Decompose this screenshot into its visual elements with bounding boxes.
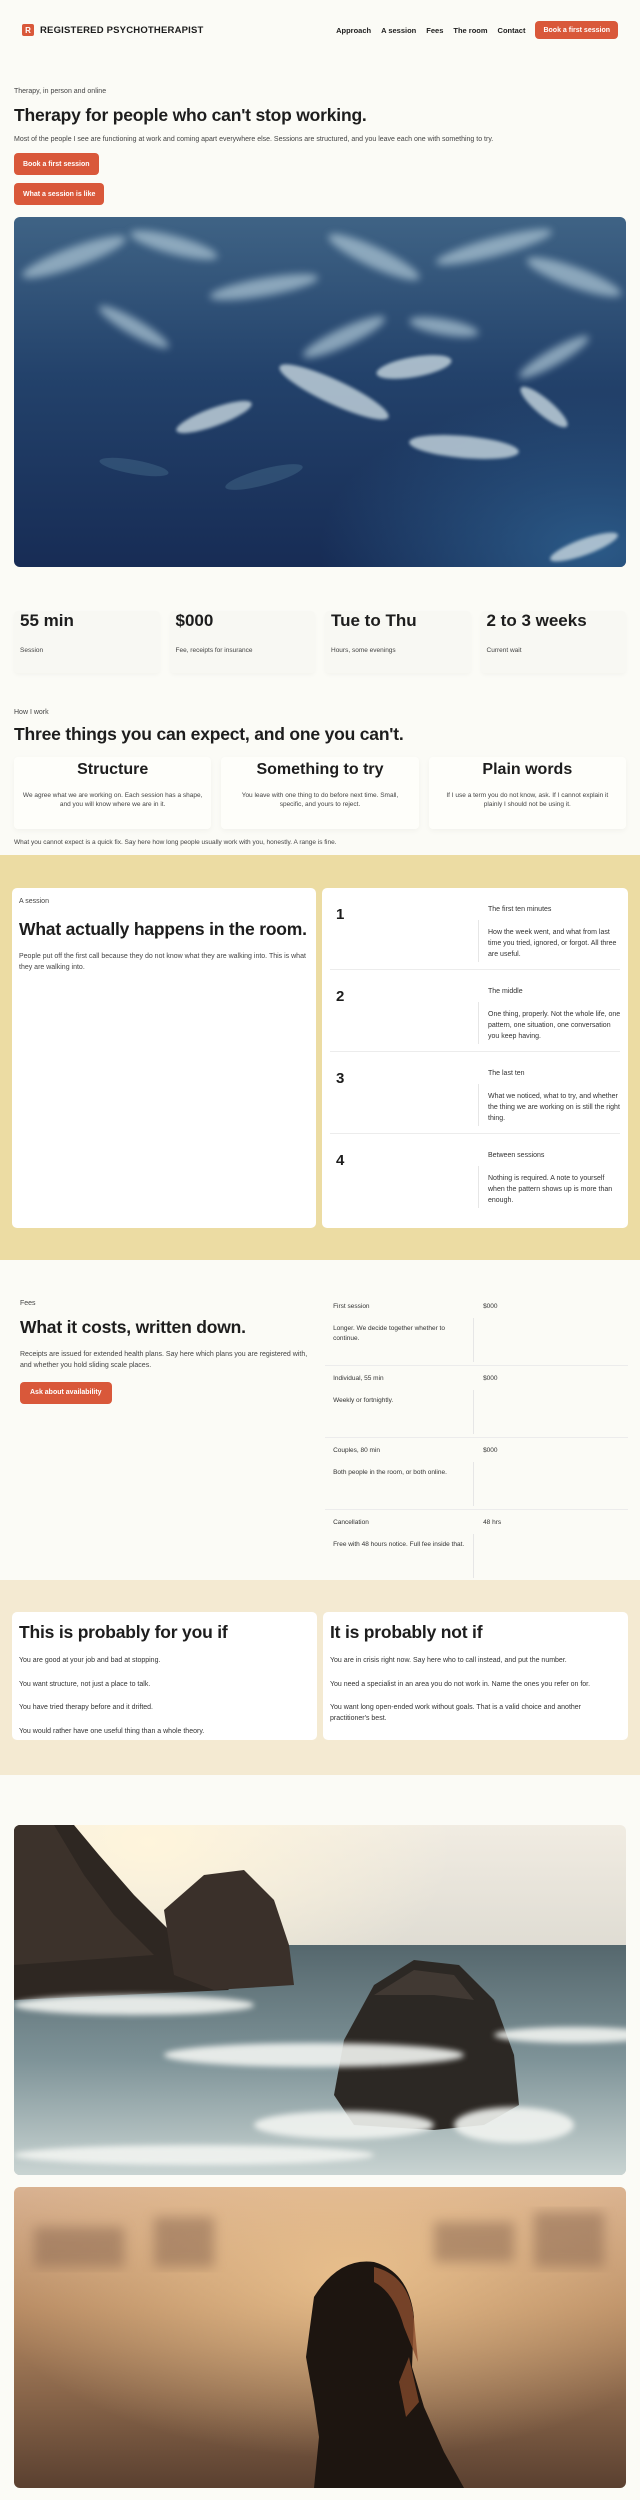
fees-text: Receipts are issued for extended health plans. Say here which plans you are registered with, and whether you hold sliding scale places. xyxy=(20,1351,308,1369)
card-text: We agree what we are working on. Each session has a shape, and you will know where we are in it. xyxy=(22,792,203,809)
brand-logo-icon: R xyxy=(22,24,34,36)
card-title: Plain words xyxy=(482,761,573,778)
fees-title: What it costs, written down. xyxy=(20,1317,246,1337)
approach-card-structure xyxy=(14,757,211,829)
hero-buttons xyxy=(14,143,626,205)
fees-intro xyxy=(12,1300,319,1550)
step-number: 4 xyxy=(336,1152,345,1169)
step-text: How the week went, and what from last time you tried, ignored, or forgot. All three are useful. xyxy=(488,929,617,958)
what-a-session-is-like-button[interactable]: What a session is like xyxy=(14,183,104,205)
fish-in-water-photo xyxy=(14,217,626,567)
divider xyxy=(478,920,479,962)
stat-fee xyxy=(170,611,316,673)
fee-item xyxy=(325,1516,628,1588)
divider xyxy=(473,1462,474,1506)
approach-eyebrow: How I work xyxy=(14,709,49,716)
sea-rocks-photo xyxy=(14,1825,626,2175)
fees-eyebrow: Fees xyxy=(20,1300,36,1307)
step-title: Between sessions xyxy=(488,1152,545,1159)
stat-value: Tue to Thu xyxy=(331,611,417,630)
stats-strip xyxy=(0,611,640,673)
fit-no-list xyxy=(330,1656,621,1724)
list-item: You are good at your job and bad at stopping. xyxy=(19,1657,161,1664)
fee-item xyxy=(325,1300,628,1372)
hero-eyebrow: Therapy, in person and online xyxy=(14,88,107,95)
fit-yes-card xyxy=(12,1612,317,1740)
brand[interactable] xyxy=(22,24,204,36)
divider xyxy=(478,1166,479,1208)
step-title: The middle xyxy=(488,988,523,995)
session-step xyxy=(330,888,620,970)
stat-label: Session xyxy=(20,647,44,654)
step-text: Nothing is required. A note to yourself when the pattern shows up is more than enough. xyxy=(488,1175,613,1204)
fee-text: Weekly or fortnightly. xyxy=(333,1397,394,1404)
stat-hours xyxy=(325,611,471,673)
step-title: The last ten xyxy=(488,1070,525,1077)
list-item: You are in crisis right now. Say here who to call instead, and put the number. xyxy=(330,1657,567,1664)
fee-text: Both people in the room, or both online. xyxy=(333,1469,447,1476)
fee-item xyxy=(325,1444,628,1516)
person-silhouette-photo xyxy=(14,2187,626,2488)
fee-price: 48 hrs xyxy=(483,1519,502,1526)
fee-price: $000 xyxy=(483,1375,498,1382)
card-title: Something to try xyxy=(256,761,384,778)
fit-yes-list xyxy=(19,1656,310,1737)
card-text: If I use a term you do not know, ask. If I cannot explain it plainly I should not be using it. xyxy=(446,792,609,809)
fee-label: First session xyxy=(333,1303,370,1310)
fee-price: $000 xyxy=(483,1303,498,1310)
approach-card-plain-words xyxy=(429,757,626,829)
stat-label: Hours, some evenings xyxy=(331,647,396,654)
session-eyebrow: A session xyxy=(19,898,49,905)
stat-label: Current wait xyxy=(486,647,522,654)
divider xyxy=(325,1437,628,1438)
session-section xyxy=(0,855,640,1260)
session-text: People put off the first call because they do not know what they are walking into. This is what they are walking into. xyxy=(19,953,306,971)
list-item: You want structure, not just a place to talk. xyxy=(19,1680,151,1688)
main-nav xyxy=(336,21,618,39)
session-step xyxy=(330,970,620,1052)
fee-price: $000 xyxy=(483,1447,498,1454)
fee-text: Free with 48 hours notice. Full fee inside that. xyxy=(333,1541,465,1548)
list-item: You want long open-ended work without goals. That is a valid choice and another practitioner's best. xyxy=(330,1704,582,1722)
the-room-photos xyxy=(0,1775,640,2488)
stat-value: $000 xyxy=(175,611,214,630)
session-intro-card xyxy=(12,888,316,1228)
stat-label: Fee, receipts for insurance xyxy=(175,647,253,654)
stat-session xyxy=(14,611,160,673)
step-number: 3 xyxy=(336,1070,345,1087)
divider xyxy=(325,1365,628,1366)
nav-approach[interactable]: Approach xyxy=(336,25,372,35)
card-title: Structure xyxy=(77,761,149,778)
ask-about-availability-button[interactable]: Ask about availability xyxy=(20,1382,112,1404)
step-text: What we noticed, what to try, and whether the thing we are working on is still the right thing. xyxy=(488,1093,620,1122)
step-text: One thing, properly. Not the whole life, one pattern, one situation, one conversation you keep having. xyxy=(488,1011,621,1040)
card-text: You leave with one thing to do before next time. Small, specific, and yours to reject. xyxy=(241,792,399,809)
hero-title: Therapy for people who can't stop working. xyxy=(14,105,367,125)
list-item: You need a specialist in an area you do not work in. Name the ones you refer on for. xyxy=(330,1680,591,1688)
divider xyxy=(325,1509,628,1510)
header-book-button[interactable]: Book a first session xyxy=(535,21,618,39)
nav-the-room[interactable]: The room xyxy=(453,25,488,35)
fit-no-card xyxy=(323,1612,628,1740)
divider xyxy=(473,1534,474,1578)
brand-name: REGISTERED PSYCHOTHERAPIST xyxy=(40,24,204,36)
fees-section xyxy=(0,1260,640,1580)
hero-section xyxy=(0,60,640,567)
nav-contact[interactable]: Contact xyxy=(497,25,526,35)
nav-fees[interactable]: Fees xyxy=(426,25,444,35)
approach-card-something-to-try xyxy=(221,757,418,829)
divider xyxy=(473,1390,474,1434)
session-step xyxy=(330,1052,620,1134)
fee-text: Longer. We decide together whether to continue. xyxy=(333,1325,445,1343)
stat-value: 2 to 3 weeks xyxy=(486,611,587,630)
fees-list xyxy=(325,1300,628,1550)
approach-section xyxy=(0,709,640,846)
book-first-session-button[interactable]: Book a first session xyxy=(14,153,99,175)
fee-label: Cancellation xyxy=(333,1519,369,1526)
nav-a-session[interactable]: A session xyxy=(381,25,417,35)
step-number: 2 xyxy=(336,988,345,1005)
hero-lede: Most of the people I see are functioning at work and coming apart everywhere else. Sessions are structured, and you leave each one with something to try. xyxy=(14,136,494,143)
step-number: 1 xyxy=(336,906,345,923)
divider xyxy=(473,1318,474,1362)
session-steps-card xyxy=(322,888,628,1228)
fee-item xyxy=(325,1372,628,1444)
approach-note: What you cannot expect is a quick fix. Say here how long people usually work with you, honestly. A range is fine. xyxy=(14,839,337,846)
session-step xyxy=(330,1134,620,1216)
approach-title: Three things you can expect, and one you can't. xyxy=(14,724,404,744)
stat-value: 55 min xyxy=(20,611,74,630)
fit-no-title: It is probably not if xyxy=(330,1622,483,1642)
fee-label: Couples, 80 min xyxy=(333,1447,381,1454)
list-item: You have tried therapy before and it drifted. xyxy=(19,1704,153,1711)
site-header xyxy=(0,0,640,60)
step-title: The first ten minutes xyxy=(488,906,552,913)
fit-section xyxy=(0,1580,640,1775)
fee-label: Individual, 55 min xyxy=(333,1375,384,1382)
list-item: You would rather have one useful thing than a whole theory. xyxy=(19,1727,205,1735)
session-title: What actually happens in the room. xyxy=(19,919,307,939)
divider xyxy=(478,1084,479,1126)
approach-cards xyxy=(14,757,626,829)
stat-wait xyxy=(481,611,627,673)
fit-yes-title: This is probably for you if xyxy=(19,1622,228,1642)
divider xyxy=(478,1002,479,1044)
